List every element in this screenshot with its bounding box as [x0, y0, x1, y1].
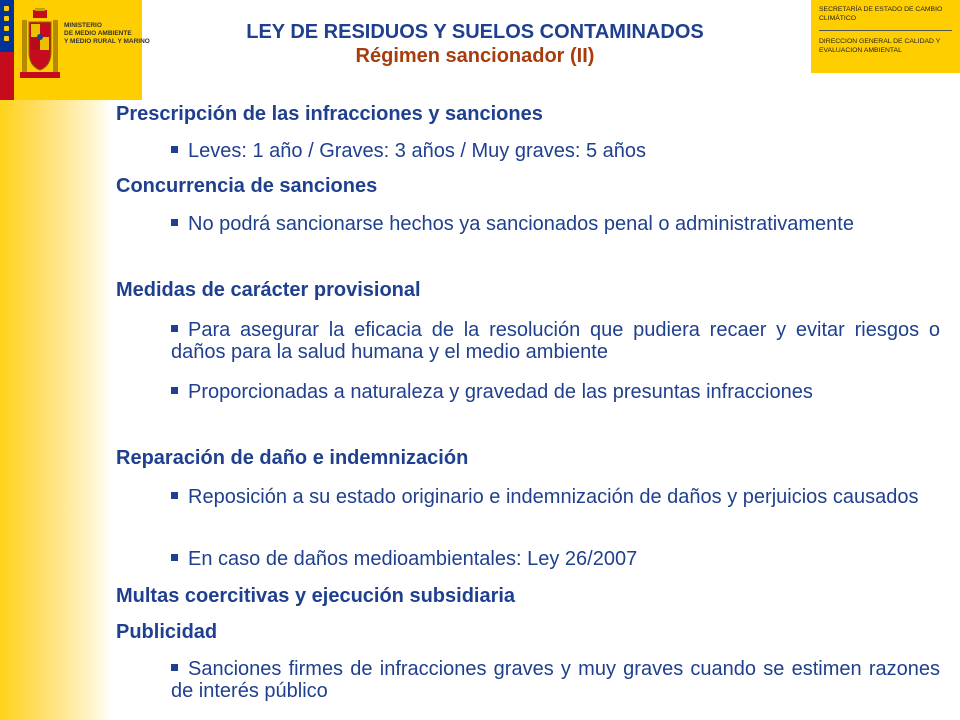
square-bullet-icon	[171, 492, 178, 499]
side-gradient-band	[0, 0, 112, 720]
bullet-item	[171, 319, 940, 363]
bullet-item	[171, 140, 940, 162]
section-heading: Prescripción de las infracciones y sanciones	[116, 103, 543, 125]
ministry-name	[64, 22, 150, 46]
bullet-item	[171, 548, 940, 570]
square-bullet-icon	[171, 325, 178, 332]
bullet-text: Proporcionadas a naturaleza y gravedad de las presuntas infracciones	[188, 381, 813, 403]
section-heading: Multas coercitivas y ejecución subsidiaria	[116, 585, 516, 607]
page-subtitle: Régimen sancionador (II)	[355, 45, 595, 67]
bullet-text: Para asegurar la eficacia de la resolución que pudiera recaer y evitar riesgos o daños para la salud humana y el medio ambiente	[171, 319, 940, 363]
bullet-item	[171, 381, 940, 403]
section-heading: Reparación de daño e indemnización	[116, 447, 469, 469]
bullet-item	[171, 213, 940, 235]
coat-of-arms-icon	[20, 8, 60, 84]
divider	[819, 30, 952, 31]
ministry-line: DE MEDIO AMBIENTE	[64, 30, 132, 37]
bullet-text: Reposición a su estado originario e indemnización de daños y perjuicios causados	[188, 486, 919, 508]
square-bullet-icon	[171, 554, 178, 561]
ministry-line: MINISTERIO	[64, 22, 102, 29]
eu-flag-strip	[0, 0, 14, 100]
section-heading: Medidas de carácter provisional	[116, 279, 421, 301]
ministry-logo	[0, 0, 150, 100]
bullet-item	[171, 658, 940, 702]
secretaria-box	[811, 0, 960, 73]
ministry-line: Y MEDIO RURAL Y MARINO	[64, 38, 150, 45]
square-bullet-icon	[171, 387, 178, 394]
bullet-text: No podrá sancionarse hechos ya sancionados penal o administrativamente	[188, 213, 854, 235]
direccion-line: DIRECCION GENERAL DE CALIDAD Y EVALUACION AMBIENTAL	[819, 38, 941, 54]
square-bullet-icon	[171, 664, 178, 671]
bullet-text: En caso de daños medioambientales: Ley 26/2007	[188, 548, 638, 570]
bullet-text: Sanciones firmes de infracciones graves y muy graves cuando se estimen razones de interés público	[171, 658, 940, 702]
square-bullet-icon	[171, 219, 178, 226]
secretaria-line: SECRETARÍA DE ESTADO DE CAMBIO CLIMÁTICO	[819, 6, 943, 22]
page-title: LEY DE RESIDUOS Y SUELOS CONTAMINADOS	[246, 21, 704, 43]
section-heading: Concurrencia de sanciones	[116, 175, 378, 197]
bullet-text: Leves: 1 año / Graves: 3 años / Muy graves: 5 años	[188, 140, 647, 162]
section-heading: Publicidad	[116, 621, 218, 643]
bullet-item	[171, 486, 940, 508]
square-bullet-icon	[171, 146, 178, 153]
slide-title	[150, 20, 800, 68]
